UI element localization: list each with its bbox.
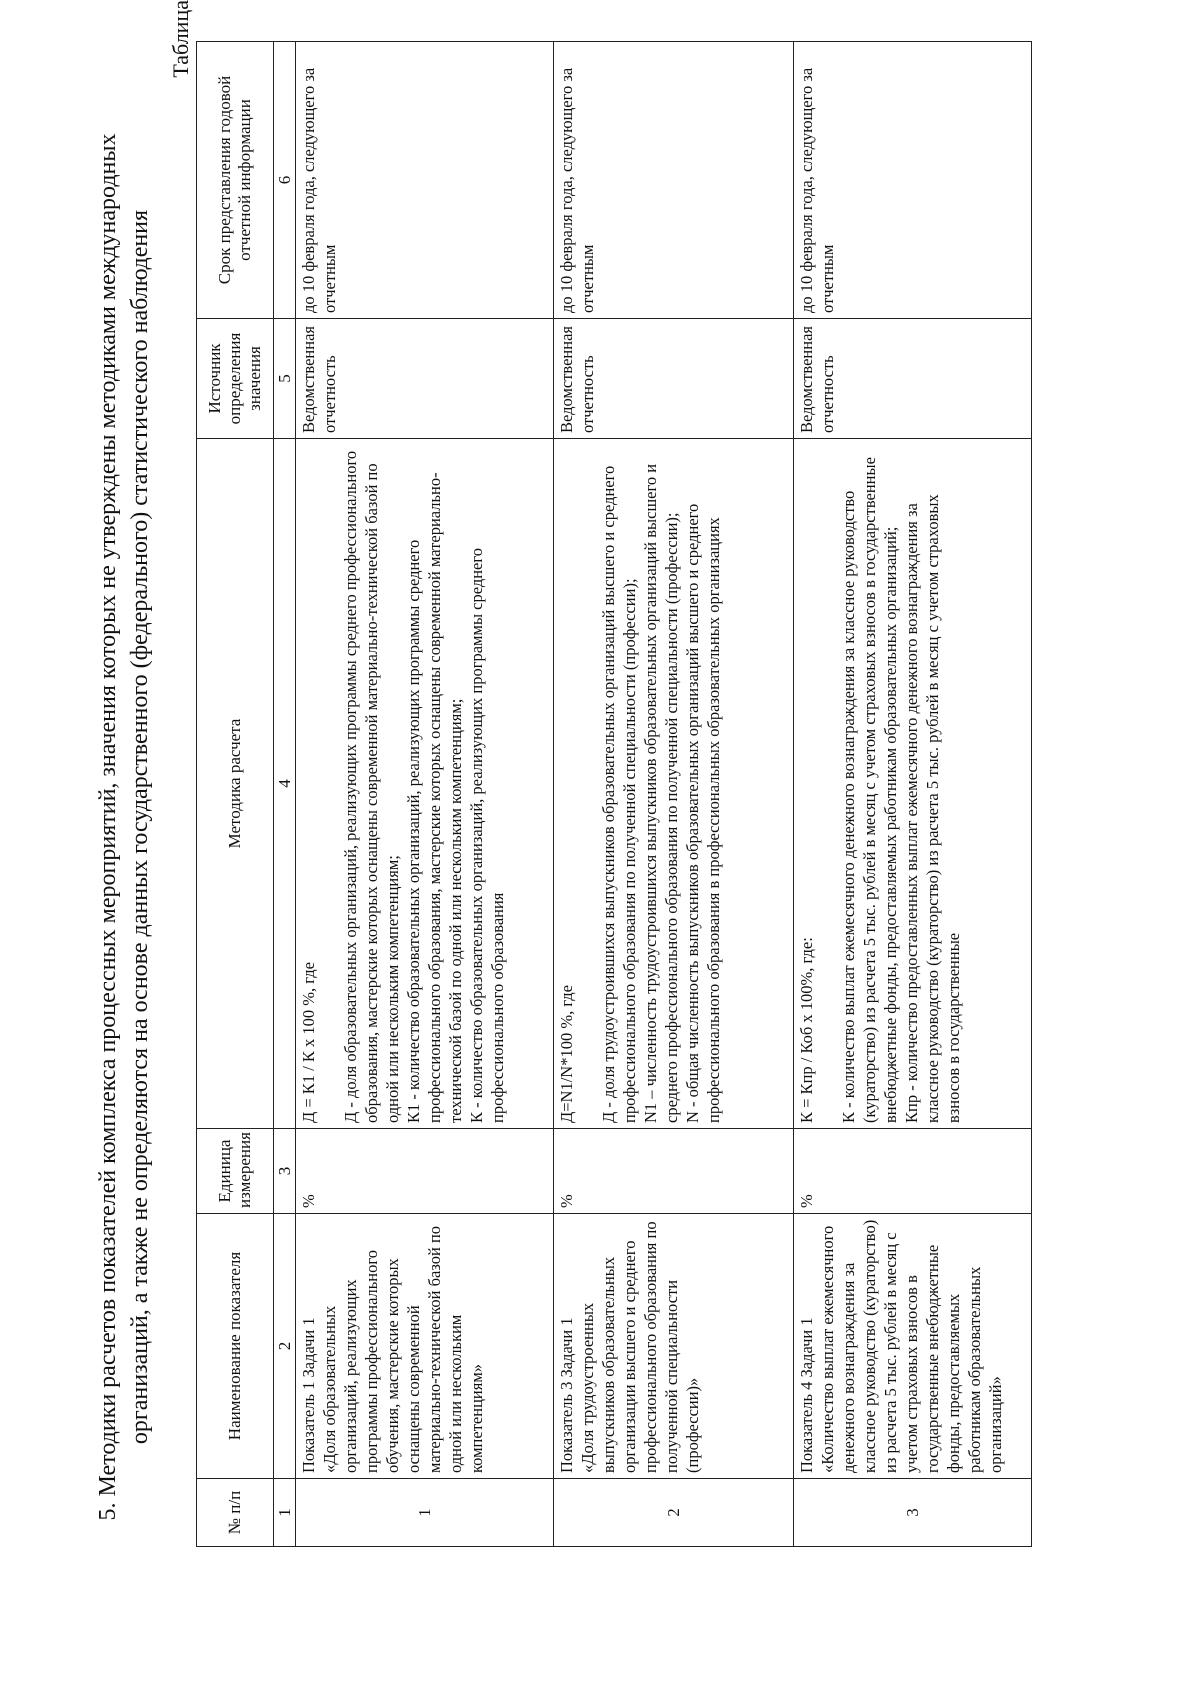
formula: Д=N1/N*100 %, где bbox=[557, 984, 576, 1123]
column-number-row bbox=[274, 42, 296, 1547]
definition: К1 - количество образовательных организаций, реализующих программы среднего профессионального образования, мастерские которых оснащены современной материально-технической базой по одной или нескольким компетенциям; bbox=[404, 472, 465, 1123]
indicator-name-cell bbox=[554, 1214, 794, 1479]
definition: N1 – численность трудоустроившихся выпускников образовательных организаций высшего и среднего профессионального образования по полученной специальности (профессии); bbox=[641, 463, 681, 1123]
definition: К - количество выплат ежемесячного денежного вознаграждения за классное руководство (кураторство) из расчета 5 тыс. рублей в месяц с учетом страховых взносов в государственные внебюджетные фонды, предоставляемых работникам образовательных организаций; bbox=[839, 457, 900, 1123]
unit-cell: % bbox=[794, 1129, 1032, 1214]
definition: N - общая численность выпускников образовательных организаций высшего и среднего профессионального образования в профессиональных образовательных организациях bbox=[683, 503, 723, 1123]
col-header-method: Методика расчета bbox=[197, 439, 274, 1129]
source-cell: Ведомственная отчетность bbox=[554, 319, 794, 439]
indicator-title: Показатель 3 Задачи 1 bbox=[557, 1317, 576, 1473]
deadline-cell: до 10 февраля года, следующего за отчетным bbox=[296, 42, 554, 319]
source-cell: Ведомственная отчетность bbox=[794, 319, 1032, 439]
col-number: 2 bbox=[274, 1214, 296, 1479]
formula: Д = К1 / К х 100 %, где bbox=[299, 962, 318, 1123]
heading-line-1: 5. Методики расчетов показателей комплекса процессных мероприятий, значения которых не утверждены методиками международных bbox=[95, 133, 121, 1521]
col-number: 6 bbox=[274, 42, 296, 319]
method-cell bbox=[554, 439, 794, 1129]
indicator-description: «Доля трудоустроенных выпускников образовательных организации высшего и среднего профессионального образования по полученной специальности (профессии)» bbox=[578, 1221, 702, 1473]
section-heading bbox=[92, 77, 156, 1577]
col-header-unit: Единица измерения bbox=[197, 1129, 274, 1214]
row-number: 1 bbox=[296, 1479, 554, 1547]
table-label: Таблица bbox=[168, 0, 193, 78]
methods-table bbox=[196, 41, 1032, 1547]
method-cell bbox=[296, 439, 554, 1129]
row-number: 2 bbox=[554, 1479, 794, 1547]
indicator-description: «Доля образовательных организаций, реализующих программы профессионального обучения, мастерские которых оснащены современной материально-технической базой по одной или нескольким компетенциям» bbox=[320, 1225, 486, 1473]
unit-cell: % bbox=[296, 1129, 554, 1214]
indicator-title: Показатель 4 Задачи 1 bbox=[797, 1317, 816, 1473]
col-header-name: Наименование показателя bbox=[197, 1214, 274, 1479]
col-header-source: Источник определения значения bbox=[197, 319, 274, 439]
deadline-cell: до 10 февраля года, следующего за отчетным bbox=[554, 42, 794, 319]
row-number: 3 bbox=[794, 1479, 1032, 1547]
definition: Д - доля образовательных организаций, реализующих программы среднего профессионального образования, мастерские которых оснащены современной материально-технической базой по одной или нескольким компетенциям; bbox=[341, 450, 402, 1123]
source-cell: Ведомственная отчетность bbox=[296, 319, 554, 439]
indicator-description: «Количество выплат ежемесячного денежного вознаграждения за классное руководство (кураторство) из расчета 5 тыс. рублей в месяц с учетом страховых взносов в государственные внебюджетные фонды, предоставляемых работникам образовательных организаций» bbox=[818, 1219, 1005, 1473]
header-row bbox=[197, 42, 274, 1547]
unit-cell: % bbox=[554, 1129, 794, 1214]
col-number: 4 bbox=[274, 439, 296, 1129]
method-cell bbox=[794, 439, 1032, 1129]
table-row bbox=[296, 42, 554, 1547]
definition: Кпр - количество предоставленных выплат ежемесячного денежного вознаграждения за классное руководство (кураторство) из расчета 5 тыс. рублей в месяц с учетом страховых взносов в государственные bbox=[902, 494, 963, 1123]
deadline-cell: до 10 февраля года, следующего за отчетным bbox=[794, 42, 1032, 319]
table-row bbox=[554, 42, 794, 1547]
definition: К - количество образовательных организаций, реализующих программы среднего профессионального образования bbox=[467, 548, 507, 1123]
indicator-name-cell bbox=[296, 1214, 554, 1479]
col-header-no: № п/п bbox=[197, 1479, 274, 1547]
heading-line-2: организаций, а также не определяются на основе данных государственного (федерального) статистического наблюдения bbox=[127, 209, 153, 1445]
table-row bbox=[794, 42, 1032, 1547]
col-number: 3 bbox=[274, 1129, 296, 1214]
definition: Д - доля трудоустроившихся выпускников образовательных организаций высшего и среднего профессионального образования по полученной специальности (профессии); bbox=[599, 465, 639, 1123]
indicator-name-cell bbox=[794, 1214, 1032, 1479]
col-number: 5 bbox=[274, 319, 296, 439]
col-header-deadline: Срок представления годовой отчетной информации bbox=[197, 42, 274, 319]
formula: К = Кпр / Коб х 100%, где: bbox=[797, 937, 816, 1123]
col-number: 1 bbox=[274, 1479, 296, 1547]
indicator-title: Показатель 1 Задачи 1 bbox=[299, 1317, 318, 1473]
